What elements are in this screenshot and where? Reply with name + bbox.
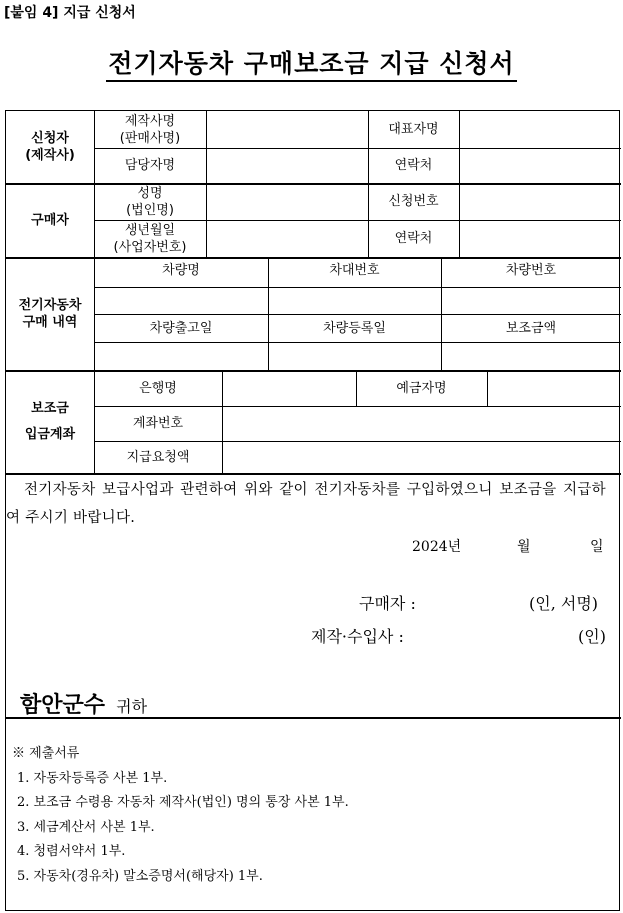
documents-heading: ※ 제출서류 — [12, 746, 80, 761]
account-no-field[interactable] — [222, 406, 621, 441]
buyer-contact-field[interactable] — [459, 220, 621, 257]
buyer-name-field[interactable] — [206, 183, 368, 220]
maker-seal: (인) — [578, 627, 606, 646]
rep-field[interactable] — [459, 111, 621, 148]
chassis-label: 차대번호 — [329, 262, 380, 278]
list-item: 3. 세금계산서 사본 1부. — [17, 819, 155, 835]
submission-documents — [10, 742, 349, 889]
rep-label: 대표자명 — [388, 122, 439, 137]
maker-label: 제작사명 (판매사명) — [119, 113, 181, 146]
buyer-contact-label: 연락처 — [394, 231, 433, 246]
list-item: 2. 보조금 수령용 자동차 제작사(법인) 명의 통장 사본 1부. — [17, 795, 349, 810]
buyer-name-label: 성명 (법인명) — [126, 185, 174, 218]
chassis-field[interactable] — [268, 287, 441, 314]
holder-field[interactable] — [487, 370, 621, 406]
release-date-field[interactable] — [94, 342, 268, 370]
reg-date-label: 차량등록일 — [323, 320, 386, 336]
title-text: 전기자동차 구매보조금 지급 신청서 — [106, 49, 516, 82]
list-item: 5. 자동차(경유차) 말소증명서(해당자) 1부. — [17, 868, 263, 884]
maker-field[interactable] — [206, 111, 368, 148]
subsidy-field[interactable] — [441, 342, 621, 370]
car-no-label: 차량번호 — [505, 262, 557, 278]
request-amount-label: 지급요청액 — [126, 449, 190, 465]
statement-text: 전기자동차 보급사업과 관련하여 위와 같이 전기자동차를 구입하였으니 보조금을 지급하여 주시기 바랍니다. — [6, 482, 606, 526]
section-applicant: 신청자 (제작사) — [25, 131, 75, 163]
section-purchase: 전기자동차 구매 내역 — [18, 297, 82, 330]
appno-label: 신청번호 — [388, 194, 439, 209]
applicant-contact-field[interactable] — [459, 148, 621, 183]
request-amount-field[interactable] — [222, 441, 621, 473]
applicant-contact-label: 연락처 — [394, 158, 433, 173]
release-date-label: 차량출고일 — [149, 320, 213, 336]
section-buyer: 구매자 — [31, 212, 69, 228]
birth-label: 생년월일 (사업자번호) — [113, 222, 187, 255]
section-account: 보조금 입금계좌 — [24, 400, 76, 442]
buyer-sign-label: 구매자 : — [359, 594, 416, 613]
holder-label: 예금자명 — [396, 380, 447, 396]
account-no-label: 계좌번호 — [132, 416, 184, 431]
recipient-suffix: 귀하 — [116, 697, 148, 716]
car-name-label: 차량명 — [162, 262, 200, 278]
recipient — [20, 688, 147, 719]
date-day: 일 — [590, 539, 604, 555]
car-no-field[interactable] — [441, 287, 621, 314]
manager-field[interactable] — [206, 148, 368, 183]
date-year: 2024년 — [412, 539, 462, 555]
birth-field[interactable] — [206, 220, 368, 257]
subsidy-label: 보조금액 — [505, 320, 557, 336]
recipient-name: 함안군수 — [20, 693, 106, 718]
car-name-field[interactable] — [94, 287, 268, 314]
list-item: 1. 자동차등록증 사본 1부. — [17, 770, 168, 786]
manager-label: 담당자명 — [124, 158, 176, 173]
appno-field[interactable] — [459, 183, 621, 220]
bank-label: 은행명 — [139, 380, 177, 396]
buyer-seal: (인, 서명) — [529, 594, 599, 613]
attachment-label: [붙임 4] 지급 신청서 — [4, 5, 136, 21]
date-month: 월 — [517, 539, 531, 555]
page-title — [0, 44, 623, 80]
list-item: 4. 청렴서약서 1부. — [17, 844, 126, 859]
maker-sign-label: 제작·수입사 : — [311, 627, 404, 646]
bank-field[interactable] — [222, 370, 356, 406]
reg-date-field[interactable] — [268, 342, 441, 370]
